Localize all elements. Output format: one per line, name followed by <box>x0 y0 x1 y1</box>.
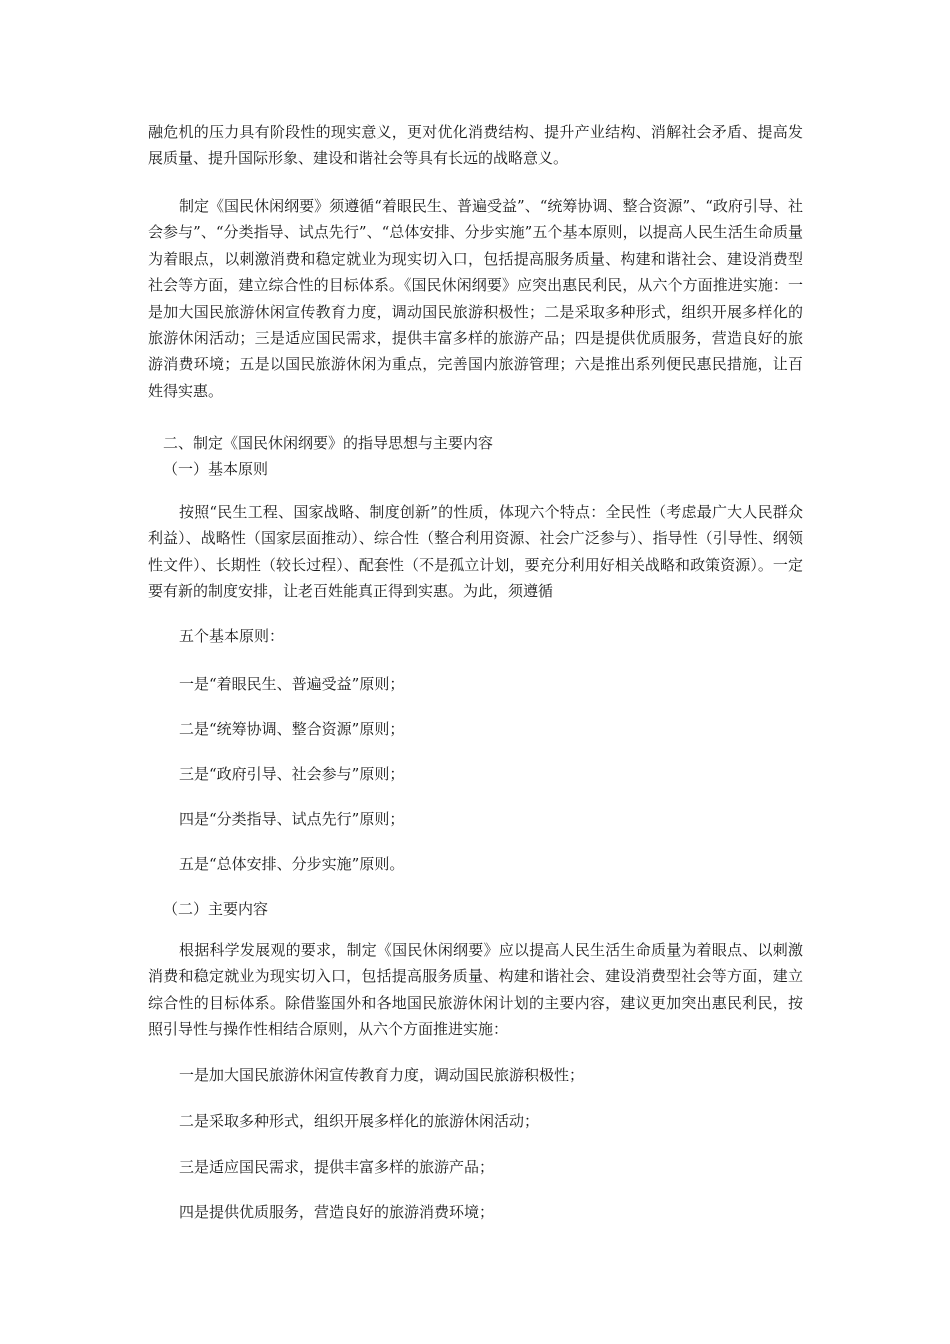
measure-item: 二是采取多种形式，组织开展多样化的旅游休闲活动； <box>179 1112 540 1130</box>
paragraph-principles-overview: 制定《国民休闲纲要》须遵循“着眼民生、普遍受益”、“统筹协调、整合资源”、“政府引导、社会参与”、“分类指导、试点先行”、“总体安排、分步实施”五个基本原则，以提高人民生活生命质量为着眼点，以刺激消费和稳定就业为现实切入口，包括提高服务质量、构建和谐社会、建设消费型社会等方面，建立综合性的目标体系。《国民休闲纲要》应突出惠民利民，从六个方面推进实施：一是加大国民旅游休闲宣传教育力度，调动国民旅游积极性；二是采取多种形式，组织开展多样化的旅游休闲活动；三是适应国民需求，提供丰富多样的旅游产品；四是提供优质服务，营造良好的旅游消费环境；五是以国民旅游休闲为重点，完善国内旅游管理；六是推出系列便民惠民措施，让百姓得实惠。 <box>148 197 803 400</box>
subsection-heading-main-content: （二）主要内容 <box>163 900 269 918</box>
measure-item: 三是适应国民需求，提供丰富多样的旅游产品； <box>179 1158 495 1176</box>
measure-item: 四是提供优质服务，营造良好的旅游消费环境； <box>179 1203 495 1221</box>
section-heading-guiding-ideas: 二、制定《国民休闲纲要》的指导思想与主要内容 <box>163 434 494 452</box>
principle-item: 四是“分类指导、试点先行”原则； <box>179 810 405 828</box>
principles-intro: 五个基本原则： <box>179 627 285 645</box>
paragraph-significance: 融危机的压力具有阶段性的现实意义，更对优化消费结构、提升产业结构、消解社会矛盾、提高发展质量、提升国际形象、建设和谐社会等具有长远的战略意义。 <box>148 123 803 168</box>
principle-item: 二是“统筹协调、整合资源”原则； <box>179 720 405 738</box>
measure-item: 一是加大国民旅游休闲宣传教育力度，调动国民旅游积极性； <box>179 1066 585 1084</box>
principle-item: 一是“着眼民生、普遍受益”原则； <box>179 675 405 693</box>
paragraph-six-characteristics: 按照“民生工程、国家战略、制度创新”的性质，体现六个特点：全民性（考虑最广大人民群众利益）、战略性（国家层面推动）、综合性（整合利用资源、社会广泛参与）、指导性（引导性、纲领性文件）、长期性（较长过程）、配套性（不是孤立计划，要充分利用好相关战略和政策资源）。一定要有新的制度安排，让老百姓能真正得到实惠。为此，须遵循 <box>148 503 803 601</box>
principle-item: 三是“政府引导、社会参与”原则； <box>179 765 405 783</box>
paragraph-main-content: 根据科学发展观的要求，制定《国民休闲纲要》应以提高人民生活生命质量为着眼点、以刺激消费和稳定就业为现实切入口，包括提高服务质量、构建和谐社会、建设消费型社会等方面，建立综合性的目标体系。除借鉴国外和各地国民旅游休闲计划的主要内容，建议更加突出惠民利民，按照引导性与操作性相结合原则，从六个方面推进实施： <box>148 941 803 1039</box>
subsection-heading-basic-principles: （一）基本原则 <box>163 460 269 478</box>
principle-item: 五是“总体安排、分步实施”原则。 <box>179 855 405 873</box>
